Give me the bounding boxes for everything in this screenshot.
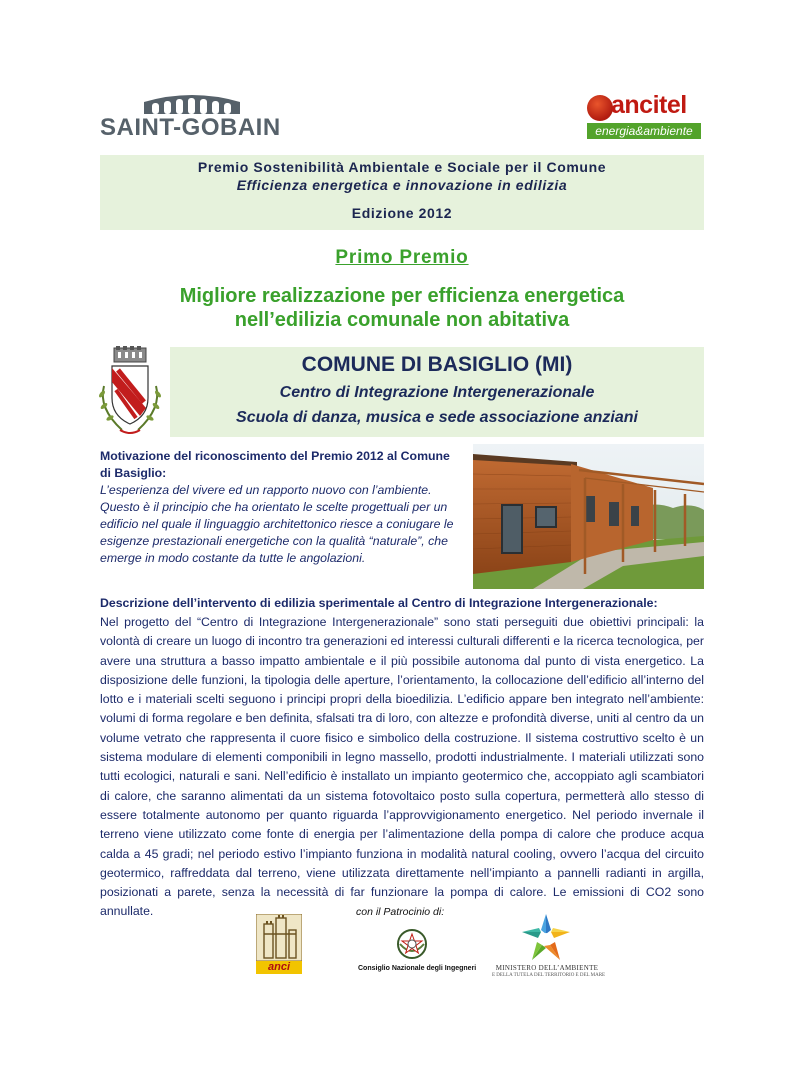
ancitel-tagline: energia&ambiente (587, 123, 701, 139)
ancitel-globe-icon (587, 95, 613, 121)
award-subtitle: Efficienza energetica e innovazione in edilizia (236, 177, 568, 193)
saint-gobain-wordmark: SAINT-GOBAIN (100, 114, 281, 141)
ministero-sublabel: E DELLA TUTELA DEL TERRITORIO E DEL MARE (492, 973, 606, 978)
winner-comune: COMUNE DI BASIGLIO (MI) (301, 353, 573, 376)
award-title: Premio Sostenibilità Ambientale e Sociale per il Comune (197, 159, 607, 175)
motivation-text: L’esperienza del vivere ed un rapporto nuovo con l’ambiente. Questo è il principio che ha orientato le scelte progettuali per un edificio nel quale il linguaggio architettonico riesce a coniugare le esigenze prestazionali energetiche con la qualità “naturale”, che emerge in modo costante da tutte le angolazioni. (100, 483, 454, 565)
motivation-section (100, 448, 462, 567)
ancitel-wordmark: ancitel (611, 91, 687, 119)
basiglio-coat-of-arms-icon (92, 346, 168, 446)
cni-logo (358, 928, 477, 978)
ancitel-logo (587, 91, 703, 141)
prize-category-line1: Migliore realizzazione per efficienza energetica (179, 285, 625, 307)
ministero-ambiente-logo (492, 912, 606, 982)
award-edition: Edizione 2012 (351, 205, 453, 221)
winner-panel (170, 347, 704, 437)
award-banner (100, 155, 704, 230)
ministero-star-icon (520, 912, 572, 964)
winner-subtitle-1: Centro di Integrazione Intergenerazionale (279, 384, 595, 401)
saint-gobain-arch-icon (140, 92, 244, 114)
italian-republic-emblem-icon (396, 928, 428, 960)
ministero-label: MINISTERO DELL’AMBIENTE (495, 964, 599, 972)
motivation-heading: Motivazione del riconoscimento del Premio 2012 al Comune di Basiglio: (100, 449, 450, 480)
patronage-label: con il Patrocinio di: (356, 906, 445, 918)
cni-label: Consiglio Nazionale degli Ingegneri (358, 965, 477, 972)
winner-subtitle-2: Scuola di danza, musica e sede associazione anziani (236, 409, 638, 426)
description-text: Nel progetto del “Centro di Integrazione Intergenerazionale” sono stati perseguiti due obiettivi principali: la volontà di creare un luogo di incontro tra generazioni ed interessi culturali differenti e la ricerca tecnologica, per avere una struttura a basso impatto ambientale e il più possibile autonoma dal punto di vista energetico. La disposizione delle funzioni, la tipologia delle aperture, l’orientamento, la collocazione dell’edificio all’interno del lotto e i materiali scelti seguono i principi propri della bioedilizia. L’edificio appare ben integrato nell’ambiente: volumi di forma regolare e ben definita, sfalsati tra di loro, con altezze e profondità diverse, uniti al centro da un volume vetrato che rappresenta il cuore fisico e simbolico della costruzione. Il sistema costruttivo scelto è un sistema modulare di elementi componibili in legno massello, prodotti industrialmente. I materiali utilizzati sono tutti ecologici, naturali e sani. Nell’edificio è installato un impianto geotermico che, accoppiato agli scambiatori di calore, che saranno alimentati da un sistema fotovoltaico posto sulla copertura, permetterà allo stesso di essere totalmente autonomo per quanto riguarda l’approvvigionamento energetico. Nel periodo invernale il terreno viene utilizzato come fonte di energia per l’alimentazione della pompa di calore che produce acqua calda a 45 gradi; nel periodo estivo l’impianto funziona in modalità natural cooling, ovvero l’acqua del circuito geotermico, raffreddata dal terreno, viene utilizzata direttamente nell’impianto a pannelli radianti in argilla, posizionati a parete, senza la necessità di far funzionare la pompa di calore. Le emissioni di CO2 sono annullate. (100, 615, 704, 919)
prize-title: Primo Premio (335, 247, 469, 268)
building-photo (473, 444, 704, 589)
anci-logo (256, 914, 302, 974)
saint-gobain-logo (100, 92, 290, 142)
anci-wordmark: anci (256, 961, 302, 974)
anci-towers-icon (256, 914, 302, 961)
prize-category-line2: nell’edilizia comunale non abitativa (234, 309, 570, 331)
description-heading: Descrizione dell’intervento di edilizia sperimentale al Centro di Integrazione Intergenerazionale: (100, 596, 658, 610)
